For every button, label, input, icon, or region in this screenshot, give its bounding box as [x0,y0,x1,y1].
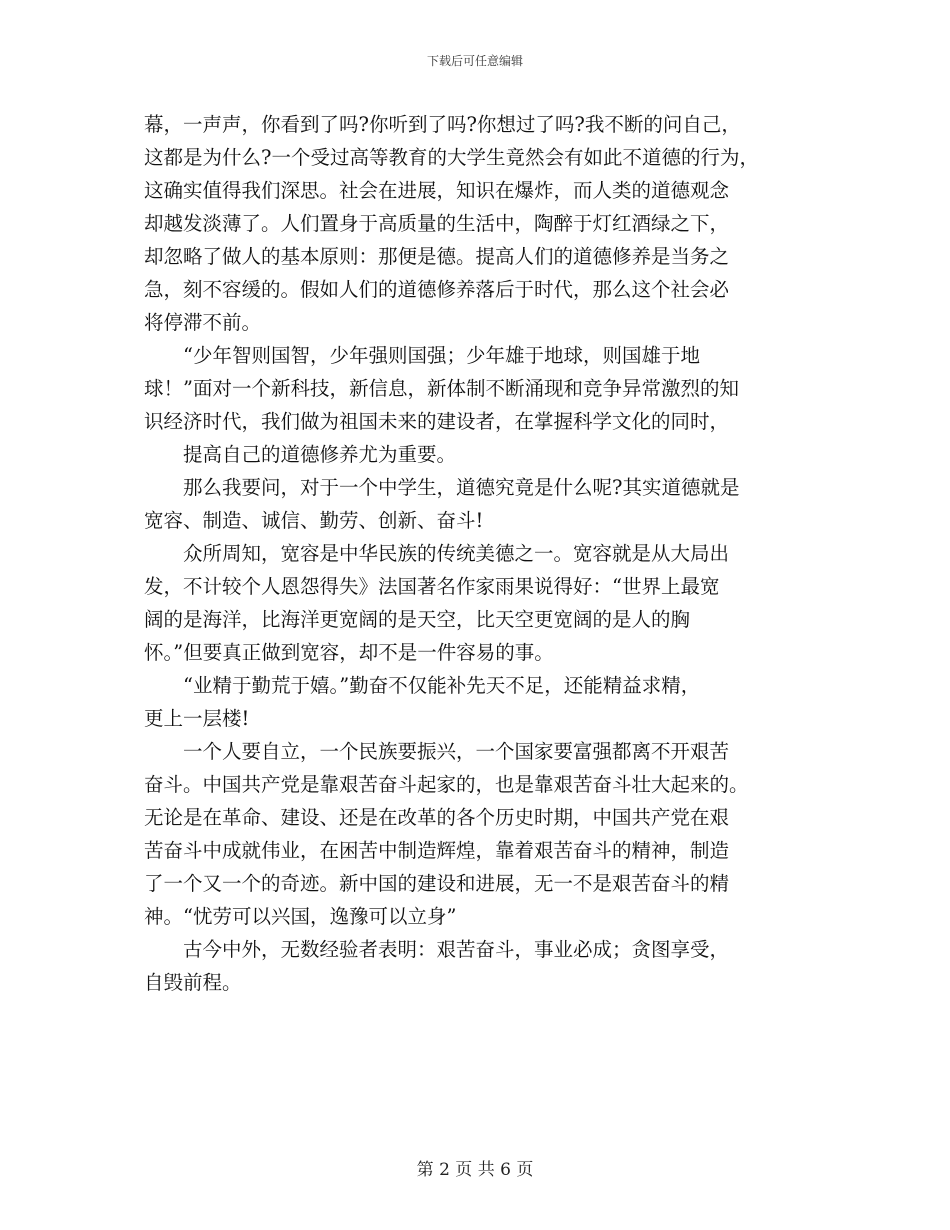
text-line: 提高自己的道德修养尤为重要。 [144,443,457,466]
document-body [144,108,824,999]
text-line: 古今中外，无数经验者表明：艰苦奋斗，事业必成；贪图享受， [144,938,730,961]
text-line: 宽容、制造、诚信、勤劳、创新、奋斗! [144,509,484,532]
text-line: 自毁前程。 [144,971,242,994]
text-line: 神。“忧劳可以兴国，逸豫可以立身” [144,905,457,928]
text-line: 这确实值得我们深思。社会在进展，知识在爆炸，而人类的道德观念 [144,179,730,202]
text-line: 苦奋斗中成就伟业，在困苦中制造辉煌，靠着艰苦奋斗的精神，制造 [144,839,730,862]
text-line: 奋斗。中国共产党是靠艰苦奋斗起家的，也是靠艰苦奋斗壮大起来的。 [144,773,749,796]
text-line: 识经济时代，我们做为祖国未来的建设者，在掌握科学文化的同时， [144,410,730,433]
text-line: 却忽略了做人的基本原则：那便是德。提高人们的道德修养是当务之 [144,245,730,268]
text-line: 将停滞不前。 [144,311,262,334]
text-line: 却越发淡薄了。人们置身于高质量的生活中，陶醉于灯红酒绿之下， [144,212,730,235]
text-line: 球！”面对一个新科技，新信息，新体制不断涌现和竞争异常激烈的知 [144,377,739,400]
text-line: 那么我要问，对于一个中学生，道德究竟是什么呢?其实道德就是 [144,476,740,499]
text-line: 怀。”但要真正做到宽容，却不是一件容易的事。 [144,641,554,664]
page-header: 下载后可任意编辑 [426,54,523,68]
text-line: “少年智则国智，少年强则国强；少年雄于地球，则国雄于地 [144,344,700,367]
text-line: 这都是为什么?一个受过高等教育的大学生竟然会有如此不道德的行为， [144,146,759,169]
text-line: 幕，一声声，你看到了吗?你听到了吗?你想过了吗?我不断的问自己， [144,113,741,136]
text-line: 更上一层楼! [144,707,250,730]
text-line: 一个人要自立，一个民族要振兴，一个国家要富强都离不开艰苦 [144,740,730,763]
text-line: 发，不计较个人恩怨得失》法国著名作家雨果说得好：“世界上最宽 [144,575,720,598]
page-number-footer: 第 2 页 共 6 页 [416,1160,534,1180]
text-line: 了一个又一个的奇迹。新中国的建设和进展，无一不是艰苦奋斗的精 [144,872,730,895]
text-line: 无论是在革命、建设、还是在改革的各个历史时期，中国共产党在艰 [144,806,730,829]
text-line: 众所周知，宽容是中华民族的传统美德之一。宽容就是从大局出 [144,542,730,565]
text-line: 阔的是海洋，比海洋更宽阔的是天空，比天空更宽阔的是人的胸 [144,608,691,631]
text-line: 急，刻不容缓的。假如人们的道德修养落后于时代，那么这个社会必 [144,278,730,301]
text-line: “业精于勤荒于嬉。”勤奋不仅能补先天不足，还能精益求精， [144,674,701,697]
